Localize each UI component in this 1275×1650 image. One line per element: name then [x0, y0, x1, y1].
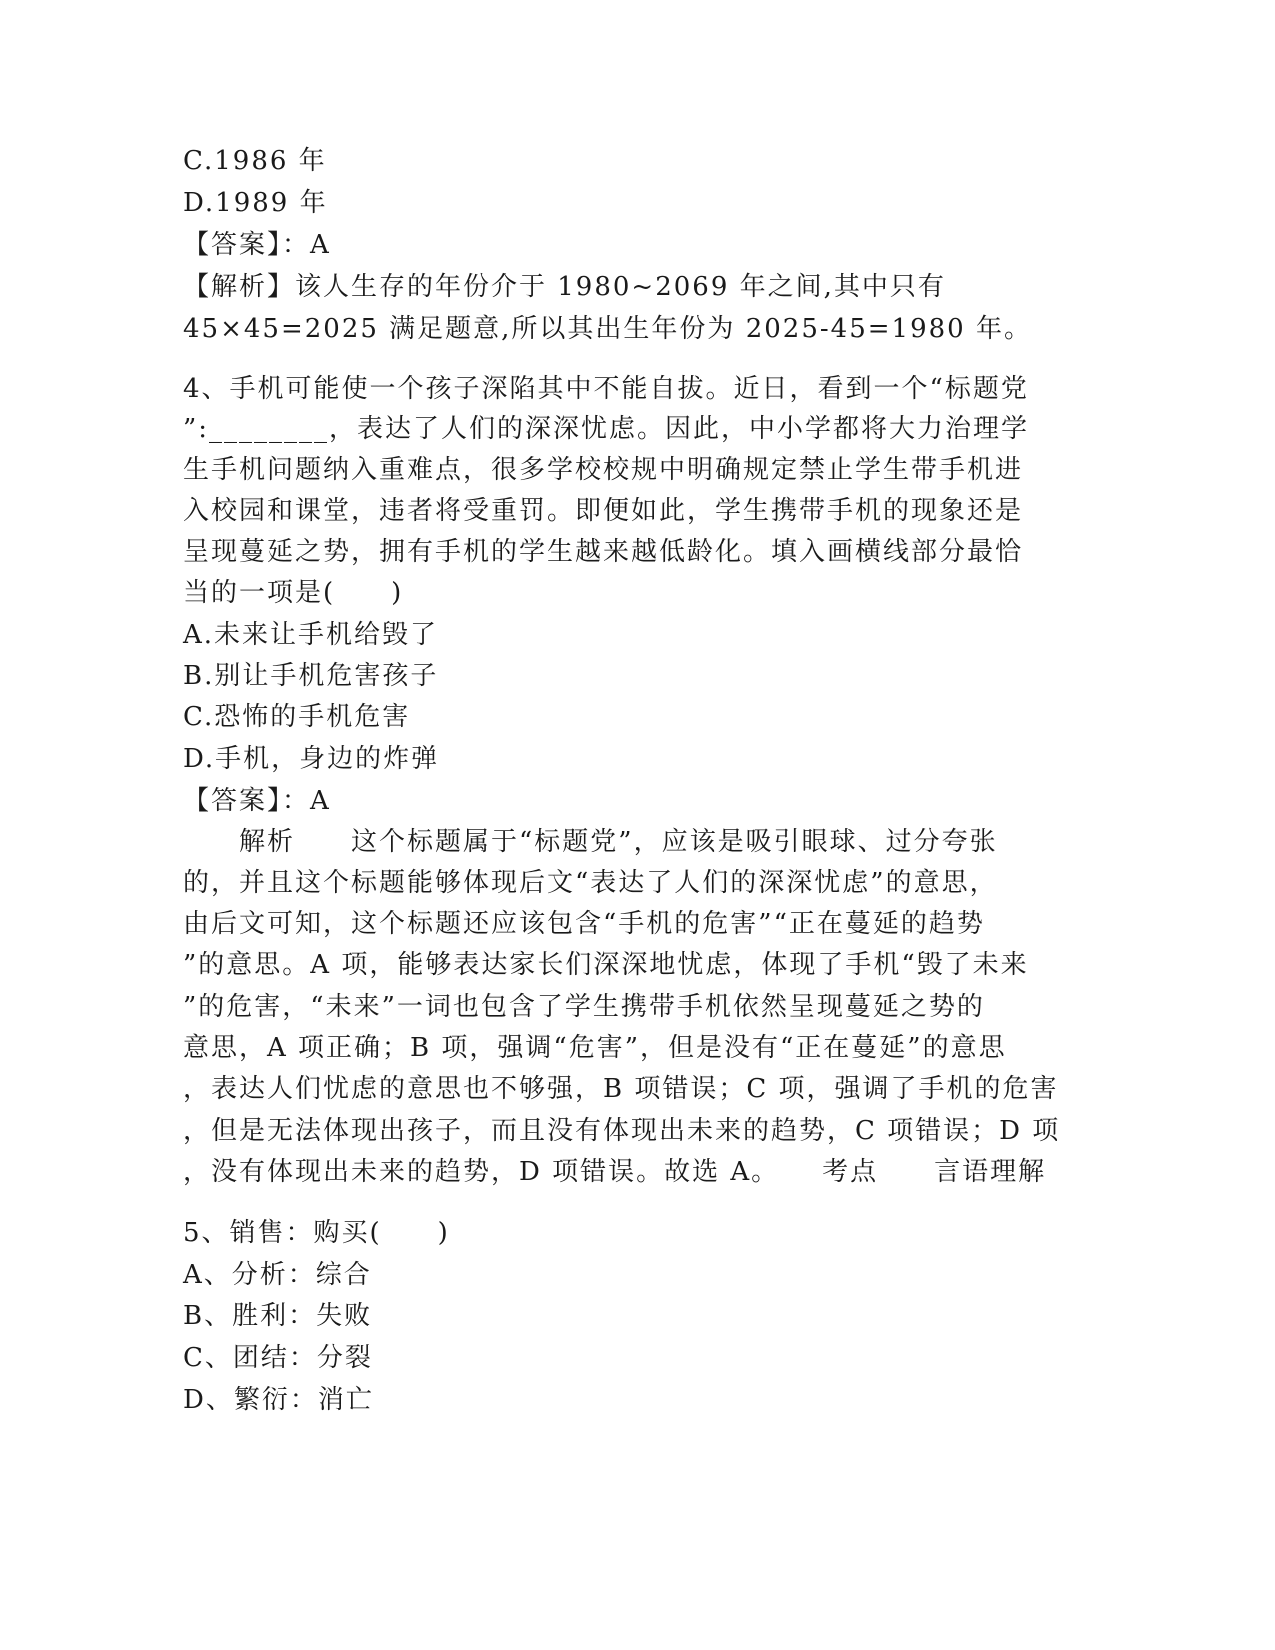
q4-stem-line: 4、手机可能使一个孩子深陷其中不能自拔。近日，看到一个“标题党 [183, 374, 1029, 404]
q4-answer: 【答案】：A [183, 786, 331, 816]
q4-analysis-line: 由后文可知，这个标题还应该包含“手机的危害”“正在蔓延的趋势 [183, 909, 985, 939]
q4-stem-line: 呈现蔓延之势，拥有手机的学生越来越低龄化。填入画横线部分最恰 [183, 537, 1024, 567]
q4-analysis-line: 的，并且这个标题能够体现后文“表达了人们的深深忧虑”的意思， [183, 868, 998, 898]
q4-analysis-line: ，没有体现出未来的趋势，D 项错误。故选 A。 考点 言语理解 [183, 1157, 1047, 1187]
q4-analysis-line: 意思，A 项正确；B 项，强调“危害”，但是没有“正在蔓延”的意思 [183, 1033, 1007, 1063]
q4-option-d: D.手机，身边的炸弹 [183, 744, 440, 774]
q3-answer: 【答案】：A [183, 230, 331, 260]
q5-stem: 5、销售：购买( ) [183, 1218, 450, 1248]
q4-option-c: C.恐怖的手机危害 [183, 702, 411, 732]
q4-analysis-line: ，表达人们忧虑的意思也不够强，B 项错误；C 项，强调了手机的危害 [183, 1074, 1059, 1104]
q5-option-a: A、分析：综合 [183, 1260, 372, 1290]
q4-analysis-line: ”的意思。A 项，能够表达家长们深深地忧虑，体现了手机“毁了未来 [183, 950, 1029, 980]
q5-option-d: D、繁衍：消亡 [183, 1385, 374, 1415]
q4-analysis-line: ，但是无法体现出孩子，而且没有体现出未来的趋势，C 项错误；D 项 [183, 1116, 1061, 1146]
q5-option-b: B、胜利：失败 [183, 1301, 373, 1331]
q4-stem-line: 入校园和课堂，违者将受重罚。即便如此，学生携带手机的现象还是 [183, 496, 1024, 526]
q3-analysis-line: 45×45=2025 满足题意,所以其出生年份为 2025-45=1980 年。 [183, 314, 1032, 344]
q3-option-c: C.1986 年 [183, 146, 327, 176]
q3-option-d: D.1989 年 [183, 188, 328, 218]
q4-option-a: A.未来让手机给毁了 [183, 620, 439, 650]
q4-stem-line: 当的一项是( ) [183, 578, 404, 608]
q3-analysis-line: 【解析】该人生存的年份介于 1980~2069 年之间,其中只有 [183, 272, 946, 302]
q4-option-b: B.别让手机危害孩子 [183, 661, 439, 691]
q4-stem-line: ”:________，表达了人们的深深忧虑。因此，中小学都将大力治理学 [183, 414, 1030, 444]
q4-analysis-line: 解析 这个标题属于“标题党”，应该是吸引眼球、过分夸张 [183, 827, 998, 857]
q5-option-c: C、团结：分裂 [183, 1343, 373, 1373]
q4-stem-line: 生手机问题纳入重难点，很多学校校规中明确规定禁止学生带手机进 [183, 455, 1024, 485]
q4-analysis-line: ”的危害，“未来”一词也包含了学生携带手机依然呈现蔓延之势的 [183, 992, 985, 1022]
